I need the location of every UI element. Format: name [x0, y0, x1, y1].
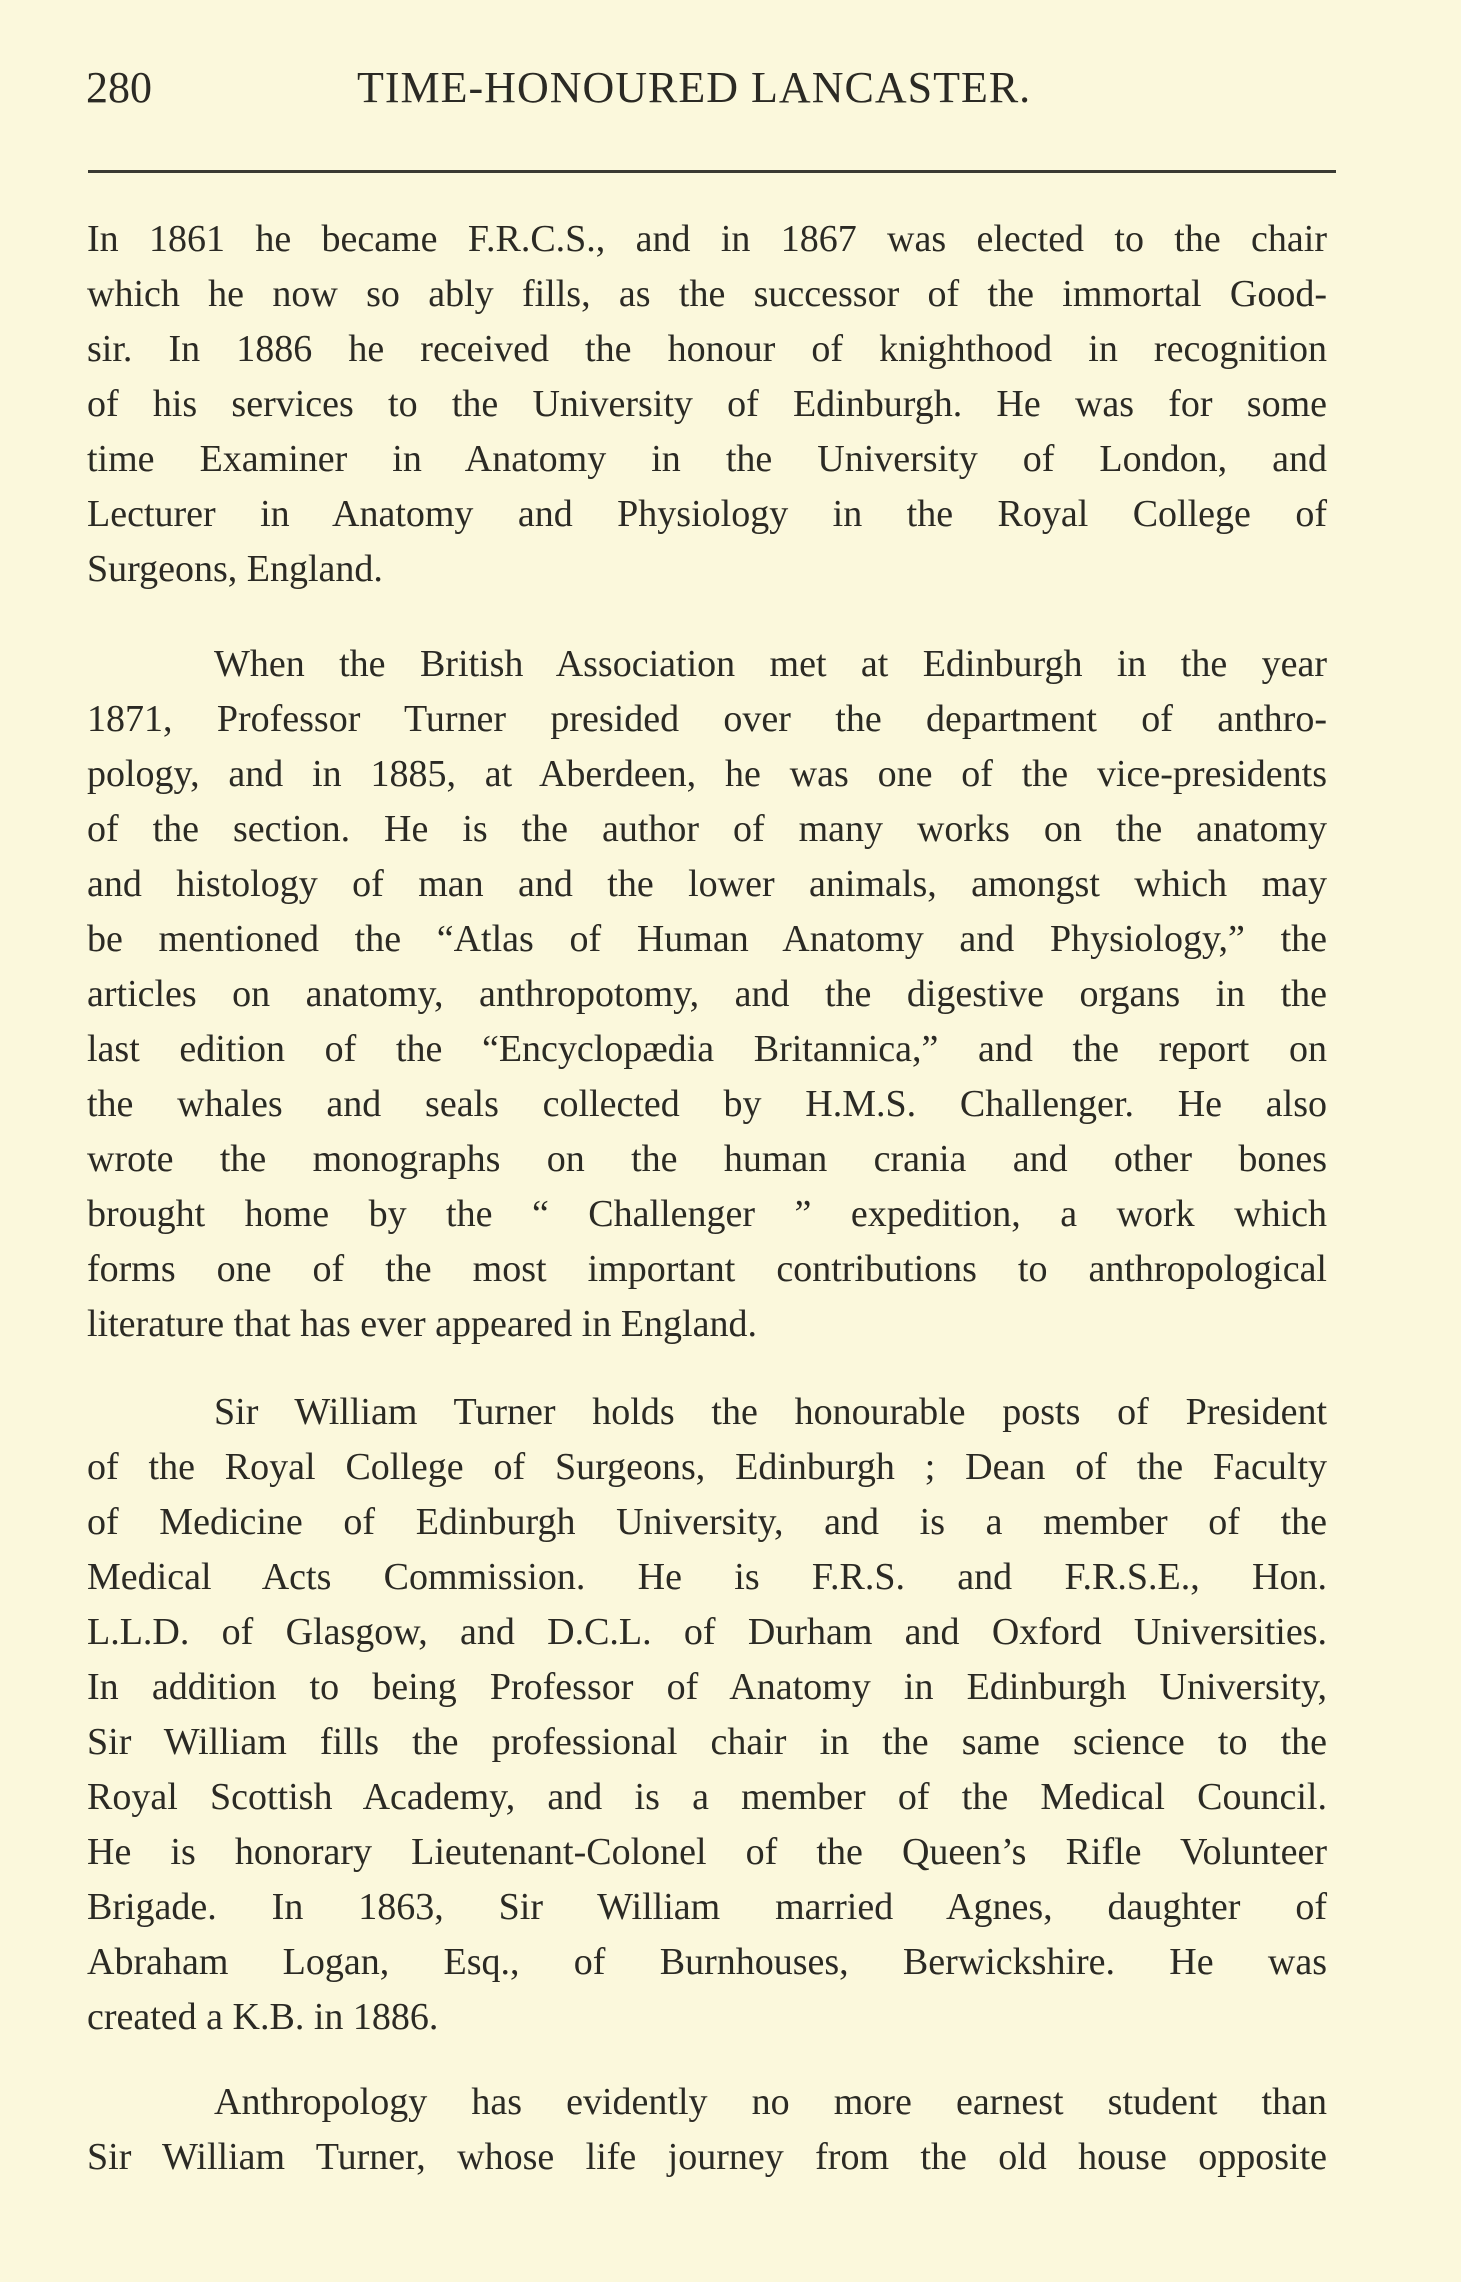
text-line: articles on anatomy, anthropotomy, and the digestive organs in the [87, 973, 1327, 1015]
text-line: L.L.D. of Glasgow, and D.C.L. of Durham and Oxford Universities. [87, 1611, 1327, 1653]
text-line: forms one of the most important contributions to anthropological [87, 1248, 1327, 1290]
text-line: brought home by the “ Challenger ” expedition, a work which [87, 1193, 1327, 1235]
text-line: In 1861 he became F.R.C.S., and in 1867 was elected to the chair [87, 218, 1327, 260]
text-line: Medical Acts Commission. He is F.R.S. and F.R.S.E., Hon. [87, 1556, 1327, 1598]
text-line: be mentioned the “Atlas of Human Anatomy and Physiology,” the [87, 918, 1327, 960]
text-line: sir. In 1886 he received the honour of knighthood in recognition [87, 328, 1327, 370]
text-line: Lecturer in Anatomy and Physiology in the Royal College of [87, 493, 1327, 535]
text-line: Sir William Turner, whose life journey from the old house opposite [87, 2136, 1327, 2178]
paragraph-1 [87, 212, 1327, 597]
text-line: 1871, Professor Turner presided over the department of anthro- [87, 698, 1327, 740]
text-line: of Medicine of Edinburgh University, and is a member of the [87, 1501, 1327, 1543]
page-number: 280 [86, 63, 152, 112]
text-line: In addition to being Professor of Anatomy in Edinburgh University, [87, 1666, 1327, 1708]
text-line: Royal Scottish Academy, and is a member of the Medical Council. [87, 1776, 1327, 1818]
text-line: When the British Association met at Edinburgh in the year [214, 643, 1327, 685]
text-line: Surgeons, England. [87, 548, 383, 590]
running-title: TIME-HONOURED LANCASTER. [357, 63, 1032, 112]
text-line: He is honorary Lieutenant-Colonel of the Queen’s Rifle Volunteer [87, 1831, 1327, 1873]
text-line: pology, and in 1885, at Aberdeen, he was one of the vice-presidents [87, 753, 1327, 795]
text-line: and histology of man and the lower animals, amongst which may [87, 863, 1327, 905]
text-line: the whales and seals collected by H.M.S. Challenger. He also [87, 1083, 1327, 1125]
text-line: which he now so ably fills, as the successor of the immortal Good- [87, 273, 1327, 315]
text-line: Brigade. In 1863, Sir William married Agnes, daughter of [87, 1886, 1327, 1928]
text-line: literature that has ever appeared in England. [87, 1303, 757, 1345]
text-line: Sir William fills the professional chair in the same science to the [87, 1721, 1327, 1763]
text-line: time Examiner in Anatomy in the University of London, and [87, 438, 1327, 480]
text-line: Sir William Turner holds the honourable posts of President [214, 1391, 1327, 1433]
paragraph-3 [87, 1385, 1327, 2045]
paragraph-2 [87, 637, 1327, 1352]
text-line: created a K.B. in 1886. [87, 1996, 439, 2038]
text-line: of the Royal College of Surgeons, Edinburgh ; Dean of the Faculty [87, 1446, 1327, 1488]
text-line: wrote the monographs on the human crania and other bones [87, 1138, 1327, 1180]
paragraph-4 [87, 2075, 1327, 2185]
text-line: Anthropology has evidently no more earnest student than [214, 2081, 1327, 2123]
text-line: of his services to the University of Edinburgh. He was for some [87, 383, 1327, 425]
header-rule [88, 170, 1336, 173]
text-line: of the section. He is the author of many works on the anatomy [87, 808, 1327, 850]
text-line: last edition of the “Encyclopædia Britannica,” and the report on [87, 1028, 1327, 1070]
text-line: Abraham Logan, Esq., of Burnhouses, Berwickshire. He was [87, 1941, 1327, 1983]
